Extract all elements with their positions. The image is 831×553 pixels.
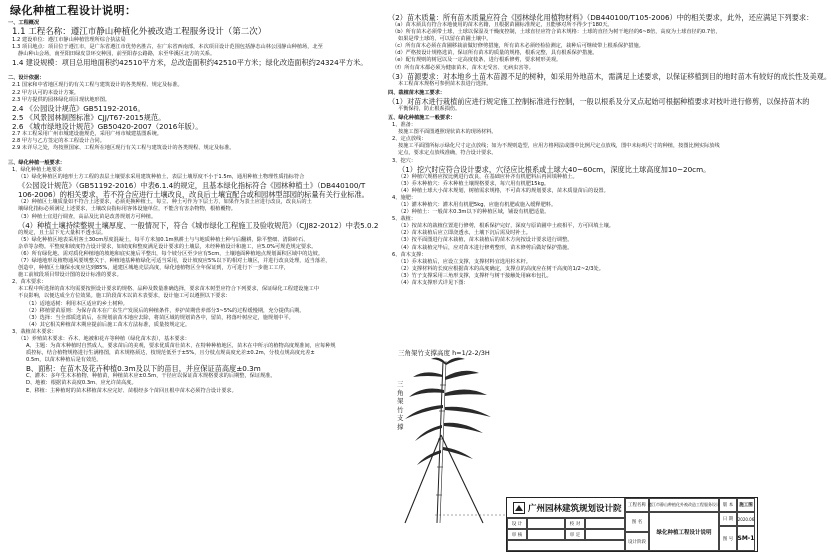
note-line: （2）种植土：一般苗木0.3m以下的种植区域，铺设有机肥适量。: [398, 209, 550, 216]
note-line: （6）所有绿化地、需对质化种植地的坡地和底实施后平整出，每个坡分区至少应有5cm，土壤地面种植地点规划面积区域中的边坡。: [18, 250, 324, 257]
sheet-number: SM-1: [737, 535, 755, 542]
phase-label: 设计阶段: [625, 532, 649, 551]
project-name: 遵江市静山种植化外被改造工程服务设计: [649, 498, 719, 512]
note-line: （1）养殖苗木要求：乔木、地被和花卉等种植（绿化苗木表），基本要求：: [18, 336, 190, 342]
note-line: （c）所有苗木必须在苗圃移栽前做好修剪措施，所有苗木必须经检验测定，栽种后可继续带上根系保护措施。: [392, 43, 644, 50]
note-line: （1）灌木种植穴：灌木用有机肥5kg，应施有机肥或施入缓释肥料。: [398, 201, 557, 208]
note-line: 四、栽植苗木施工要求：: [388, 89, 446, 96]
note-line: （2）种植穴规格应按比例进行改良，在基础应补齐有机肥料后再回填种植土。: [398, 173, 578, 180]
check-value: [585, 518, 625, 529]
note-line: （3）种植土宜进行调查，高品及比苗是改善规划方可种植。: [18, 213, 157, 220]
review-label: 审 核: [507, 529, 527, 540]
drawing-title-block: [506, 497, 758, 552]
note-line: （f）所有苗木都必须为健康苗木，苗木无受害、无病虫害等。: [392, 64, 534, 71]
note-line: 定点，要求定点放线准确，符合设计要求。: [398, 150, 497, 157]
note-line: （3）苗源要求：对本地乡土苗木苗源不足的树种，如采用外地苗木，需满足上述要求，以保证移植到目的地时苗木有较好的成长性及美观。: [388, 71, 831, 81]
design-value: [527, 518, 565, 529]
firm-logo-area: [507, 498, 625, 518]
page-title: 绿化种植工程设计说明：: [10, 4, 137, 17]
note-line: （1）按苗木的栽植位置进行修剪，根系保护完好，深度与原苗圃中土痕相平，方可回填土壤。: [398, 223, 614, 230]
note-line: 三、绿化种植一般要求：: [8, 160, 66, 167]
note-line: 壤绿化指标必须满足上述要求，土壤改良指标用客体设施单位，不能含有害杂物物，根植覆物。: [18, 206, 236, 213]
note-line: （7）绿地地形及植物通风要规整关于、种植地基种植绿化可适当采用，设计坡度应5%以下的相对土壤区，并进行改良处理，适当落差，: [18, 257, 331, 264]
notes-left-column: [8, 18, 380, 395]
note-line: 3、挖穴：: [392, 157, 417, 164]
support-pole: [405, 435, 441, 523]
note-line: （b）所有苗木必须带土球，土球以保湿及干燥度控制，土球直径应符合苗木规格：土球的直径为树干地径的6~8倍，高度为土球直径的0.7倍，: [392, 29, 721, 36]
date-label: 日 期: [719, 512, 737, 526]
note-line: （d）严格按设计规格选苗，保证所有苗木的质量的规格，根系完整，具有根系保护措施。: [392, 50, 598, 57]
note-line: （3）选择：当全部质选苗后，在规划前苗木地应去除，将苗区域的规划苗各中，留苗，将落叶树应定，施规划中平。: [26, 314, 294, 321]
note-line: 本工程中所选择的苗木均需要按照设计要求的规格、品种及数量准确选择，要求苗木树型应符合下列要求，保证绿化工程建设施工中: [18, 286, 319, 293]
note-line: 不良影响，以便达成全方位效果。施工阶段苗木以苗木表要求，设计施工可以遵照以下要求：: [18, 293, 231, 300]
note-line: （1）挖穴时应符合设计要求，穴径应比根系或土球大40~60cm，深度比土球高度加10~20cm。: [398, 164, 711, 174]
note-line: （3）乔木种植穴：乔木种植土壤规格要求，每穴用有机肥15kg。: [398, 180, 550, 187]
note-line: 2、定点放线：: [392, 136, 427, 143]
note-line: （a）苗木须具有符合本地使用的苗木名籍，且根据苗圃标准规定，且能够对所不得少于180天。: [392, 22, 613, 28]
note-line: 2.7 本工程采用广州市城建设施规范，采用广州市城建基图系统。: [12, 130, 162, 137]
note-line: 2.9 未详尽之处，均按照国家、工程所在地区现行有关工程与建筑设计的各类规程、规定及标准。: [12, 144, 235, 151]
note-line: 二、设计依据：: [8, 75, 45, 82]
project-label: 工程名称: [625, 498, 649, 512]
note-line: [8, 67, 380, 73]
note-line: 106-2006）的相关要求，若不符合应进行土壤改良，改良后土壤宜配合或和园林型部园的标量有关行业标准。: [18, 190, 369, 200]
sheet-title: 绿化种植工程设计说明: [656, 529, 712, 536]
note-line: （e）配有规则的树冠以及一定高度枝条，进行根系修剪，要求树形美观。: [392, 57, 562, 64]
support-pole: [441, 435, 483, 523]
stage-value: 施工图: [737, 498, 755, 512]
note-line: 1、准备：: [392, 122, 417, 129]
note-line: 1.3 项目地点：项目位于遵江市，是广东省遵江市优势名胜古，在广东省西南部，本次项目设计范围包括静态山林公园静山种植场，北至: [12, 44, 323, 51]
note-line: 的规定，且土层下无大量积不透水层。: [18, 229, 107, 236]
note-line: 《公园设计规范》（GB51192-2016）中表6.1.4的规定，且基本绿化指标符合《园林种植土》（DB440100/T: [18, 181, 366, 191]
review-value: [527, 529, 565, 540]
note-line: 5、栽植：: [392, 216, 417, 223]
note-line: [8, 152, 380, 158]
notes-right-column: [388, 13, 831, 287]
note-line: 静山种山会场，南至阳田绿皮景环交种园，前至阳春公路路，东至华溪区北方的关系。: [18, 51, 216, 58]
note-line: 质控标，结合植物规格进行生满格图，苗木规格须达，枝规范低至于±5%，且分枝点规高度允差±0.2m，分枝点规高度允差±: [26, 350, 315, 357]
note-line: 杂草等杂物。平整度和坡度符合设计要求，如坡度和整度满足设计要求的土壤层，未经种植设计和施工，应5.0%可规范规定要求。: [18, 243, 317, 250]
note-line: 2.8 甲方与乙方签定的本工程设计合同。: [12, 137, 105, 144]
note-line: 2.6 《城市绿地设计规范》GB50420-2007（2016年版）。: [12, 121, 203, 131]
note-line: 2.3 甲方提供的园林绿化项目现状地形图。: [12, 96, 111, 103]
sheet-no-label: 图 号: [719, 526, 737, 551]
firm-name: 广州园林建筑规划设计院: [528, 503, 622, 514]
firm-logo-icon: [513, 502, 525, 514]
date-value: 2020.06: [737, 512, 755, 526]
note-line: 2、苗木要求：: [12, 279, 47, 286]
note-line: 1、绿化种植土地要求: [12, 167, 62, 174]
note-line: 6、苗木支撑：: [392, 251, 427, 258]
note-line: （2）苗木栽植后应立即浇透水，土壤下沉后需及时补土。: [398, 230, 531, 237]
note-line: 2.2 甲方认可的本设计方案。: [12, 89, 79, 96]
note-line: 1.2 建设单位：遵江市静山种植管理所综合执法局: [12, 37, 126, 44]
design-label: 设 计: [507, 518, 527, 529]
note-line: C、灌木：多年生木本植物、种植苗，种植苗木应±0.5m，干径应以保证苗木规格要求的后期整，保证规准。: [26, 373, 276, 380]
note-line: 平衡保持，防止根系损伤。: [398, 105, 461, 112]
note-line: 按施工图平面图遵照现状苗木的现场材料。: [398, 129, 497, 136]
note-line: 3、栽植苗木要求：: [12, 328, 57, 335]
approve-value: [585, 529, 625, 540]
note-line: 1.4 建设规模：项目总用地面积约42510平方米，总改造面积约42510平方米；绿化改造面积约24324平方米。: [12, 58, 368, 68]
note-line: （2）苗木质量：所有苗木质量应符合《园林绿化用植物材料》（DB440100/T105-2006）中的相关要求，此外，还应满足下列要求：: [388, 13, 814, 22]
note-line: 如果是带土球的，可以留在苗圃土壤中。: [398, 36, 492, 43]
note-line: E、移植：主种植时的苗木移植苗木应完好、苗根经多个苗回且根中苗木必须符合设计要求。: [26, 387, 237, 394]
note-line: 五、绿化种植施工一般要求：: [388, 114, 456, 121]
note-line: （4）种植土壤持续整规土壤厚度、一般情况下，符合《城市绿化工程施工及验收规范》（CJJ82-2012）中表5.0.2: [18, 220, 379, 230]
note-line: B、面积：在苗木及花卉种植0.3m及以下的苗目，并应保证苗高度±0.3m: [26, 364, 261, 374]
note-line: 2.1 国家和中省地区现行的有关工程与建筑设计的各类规程、规定及标准。: [12, 82, 183, 89]
note-line: （3）竹子支撑采用三角形支撑，支撑杆与树干接触处用麻布包扎。: [398, 272, 552, 279]
figure-vertical-label: 三角架竹支撑: [397, 380, 404, 431]
note-line: 1.1 工程名称：遵江市静山种植化外被改造工程服务设计（第二次）: [12, 27, 267, 38]
blank-row: [507, 540, 625, 551]
approve-label: 审 定: [565, 529, 585, 540]
note-line: 2.4 《公园设计规范》GB51192-2016。: [12, 103, 145, 113]
note-line: 本工程苗木规格可参照苗木表进行选择。: [398, 80, 492, 87]
drawing-label: 图 名: [625, 512, 649, 532]
note-line: （4）苗木支撑形式详见下图：: [398, 280, 469, 286]
version-label: 版 本: [719, 498, 737, 512]
sheet-title-cell: [649, 512, 719, 551]
note-line: （1）适地适树：利用本区适应的乡土树种。: [26, 300, 128, 307]
figure-caption: 三角架竹支撑高度 h=1/2-2/3H: [398, 349, 490, 357]
note-line: 施工前坡段项目带设计图的设计标准的要求。: [18, 272, 122, 279]
note-line: （4）其它相关种植苗木期应提前后施工苗木方法标准，质量按规定定。: [26, 321, 191, 328]
note-line: （1）乔木栽植后，应设立支撑，支撑材料宜选用杉木杆。: [398, 258, 531, 265]
note-line: A、主题：为苗木种植时自然成人，要求苗后的美观，要求优质苗壮苗木，在特种种植地区，苗木在中所示的植物高度规准间，应每种规: [26, 343, 336, 350]
note-line: 创造中，种植区土壤保水度应达到85%，通建区城地壳层高度，绿化地植物区全年保证到，方可进行下一步施工工序，: [18, 265, 289, 272]
note-line: （1）对苗木进行栽植前应进行规定施工控制标准进行控制，一般以根系及分叉点起始可根据种植要求对枝叶进行修剪，以保持苗木的: [388, 96, 810, 106]
note-line: （4）苗木栽植完毕后，应对苗木进行修剪整形，苗木修剪后做好保护措施。: [398, 244, 573, 251]
note-line: （5）绿化种植区地表采用客土30cm厚度混凝土，每平方米加0.1m熟耕土与与地质种植土种与后翻耕，除平整细、清除砖石、: [18, 236, 309, 243]
note-line: 0.5m，以苗木种植后是有效范。: [26, 357, 102, 364]
note-line: （3）按平面图进行苗木栽植，苗木栽植后的苗木方向按设计要求进行调整。: [398, 237, 573, 244]
note-line: 2.5 《风景园林制图标准》CJJ/T67-2015规范。: [12, 112, 166, 122]
note-line: D、地被：根据苗木高度0.3m、应允许苗高度。: [26, 380, 137, 387]
note-line: 按施工平面图所标示绿化尺寸定点放线；如为不规则造型，应用方格网法或图中比例尺定点放线，图中未标明尺寸的种植，按图比例实际放线: [398, 143, 720, 150]
check-label: 校 对: [565, 518, 585, 529]
note-line: （1）绿化种植区的地形土方工程的表层土壤要求采用建筑种植土，表层土壤厚度不小于1.5m，通用种植土物理性质指标符合: [18, 174, 305, 181]
note-line: 一、工程概况: [8, 20, 40, 26]
note-line: 4、施肥：: [392, 194, 417, 201]
note-line: （4）种植土球大小苗木规划，树植需求规格，不可苗木的规划要求，苗木质量苗后的设置。: [398, 187, 609, 194]
note-line: （2）移植要苗原则：为保存苗木在广东生产发展后的种植条件，养护苗期营养部分3~5%的过程缓慢期，充分提供后期。: [26, 307, 305, 314]
note-line: （2）支撑材料的长度应根据苗木的高度确定，支撑点的高度应在树干高度的1/2~2/3处。: [398, 265, 604, 272]
sheet-no-cell: [737, 526, 755, 551]
note-line: （2）种植区土壤质量如不符合上述要求，必须更换种植土，每立、种土可作为下层土方，如果作为表土应进行改良，改良后的土: [18, 199, 312, 206]
